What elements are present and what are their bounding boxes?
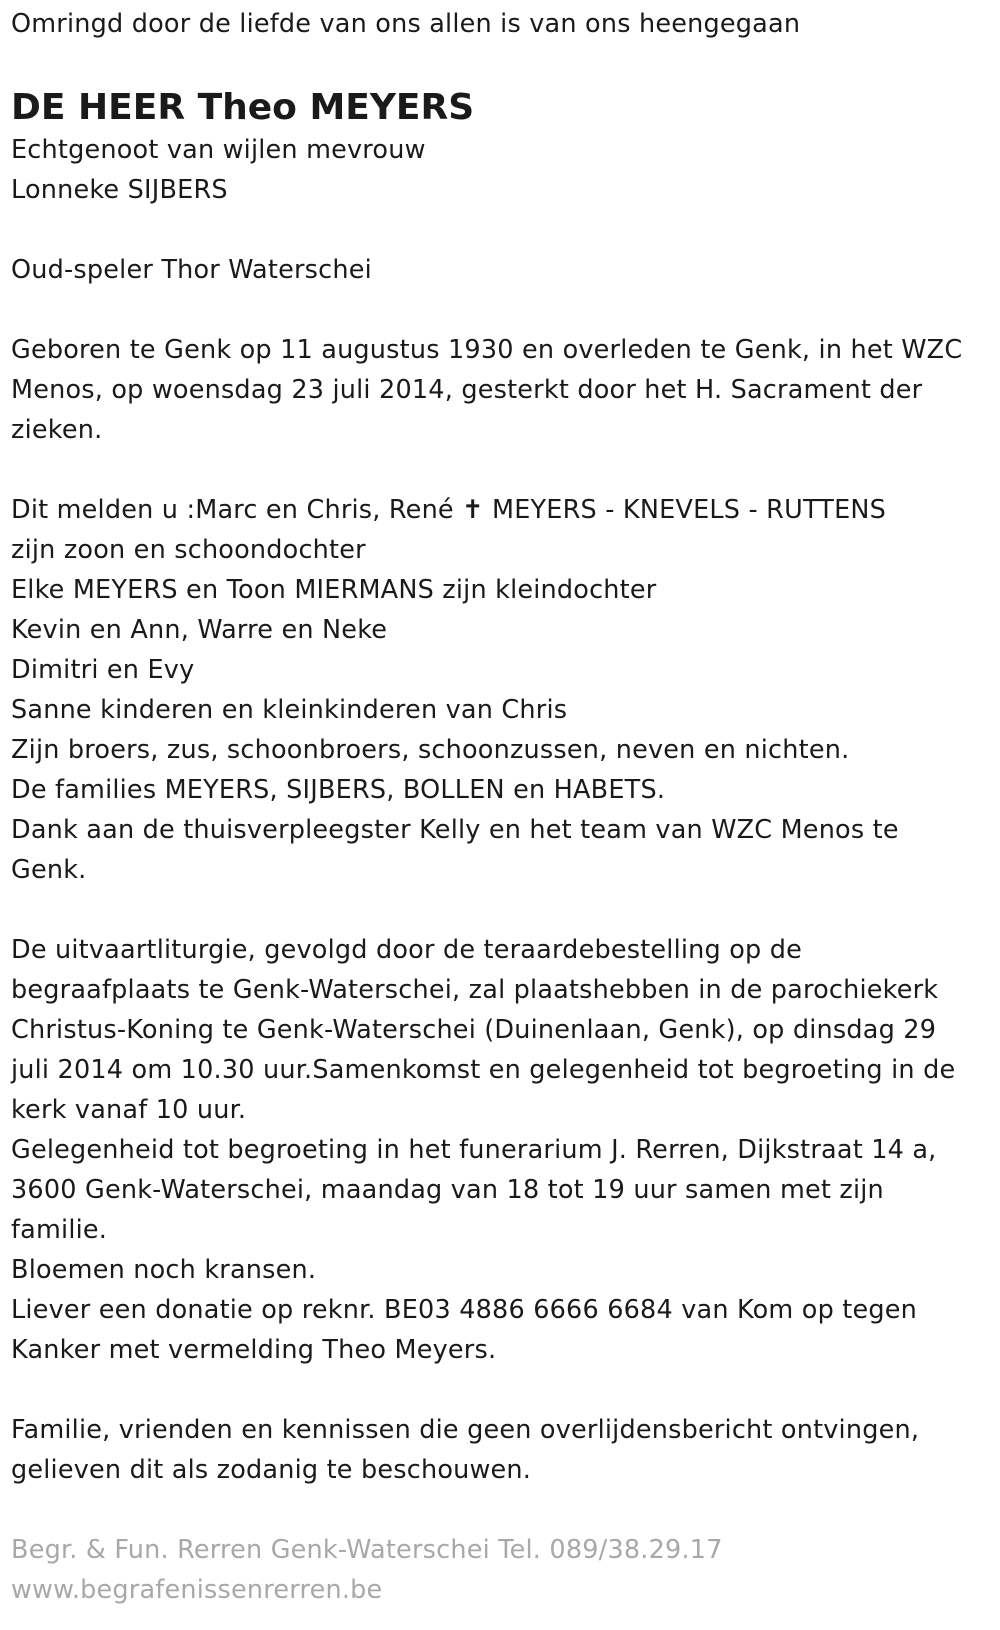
birth-death-line: Geboren te Genk op 11 augustus 1930 en overleden te Genk, in het WZC (11, 335, 963, 365)
family-line: Dit melden u :Marc en Chris, René ✝ MEYERS - KNEVELS - RUTTENS (11, 495, 887, 525)
undertaker-footer (11, 1530, 991, 1610)
funeral-line: begraafplaats te Genk-Waterschei, zal plaatshebben in de parochiekerk (11, 975, 939, 1005)
funeral-block (11, 930, 991, 1370)
birth-death-block (11, 330, 991, 450)
birth-death-line: Menos, op woensdag 23 juli 2014, gesterkt door het H. Sacrament der (11, 375, 923, 405)
funeral-line: juli 2014 om 10.30 uur.Samenkomst en gelegenheid tot begroeting in de (11, 1055, 956, 1085)
intro-line: Omringd door de liefde van ons allen is van ons heengegaan (11, 9, 801, 39)
family-line: Genk. (11, 855, 87, 885)
spouse-line: Lonneke SIJBERS (11, 175, 228, 205)
birth-death-line: zieken. (11, 415, 103, 445)
closing-line: Familie, vrienden en kennissen die geen overlijdensbericht ontvingen, (11, 1415, 920, 1445)
funeral-line: Bloemen noch kransen. (11, 1255, 317, 1285)
family-line: zijn zoon en schoondochter (11, 535, 366, 565)
family-line: Elke MEYERS en Toon MIERMANS zijn kleindochter (11, 575, 657, 605)
family-line: Dimitri en Evy (11, 655, 195, 685)
funeral-line: 3600 Genk-Waterschei, maandag van 18 tot 19 uur samen met zijn (11, 1175, 884, 1205)
closing-line: gelieven dit als zodanig te beschouwen. (11, 1455, 532, 1485)
closing-block (11, 1410, 991, 1490)
family-line: De families MEYERS, SIJBERS, BOLLEN en HABETS. (11, 775, 666, 805)
funeral-line: kerk vanaf 10 uur. (11, 1095, 247, 1125)
deceased-name: DE HEER Theo MEYERS (11, 87, 475, 128)
funeral-line: Kanker met vermelding Theo Meyers. (11, 1335, 497, 1365)
family-block (11, 490, 991, 890)
family-line: Zijn broers, zus, schoonbroers, schoonzussen, neven en nichten. (11, 735, 850, 765)
role-line: Oud-speler Thor Waterschei (11, 255, 372, 285)
funeral-line: De uitvaartliturgie, gevolgd door de teraardebestelling op de (11, 935, 802, 965)
family-line: Kevin en Ann, Warre en Neke (11, 615, 388, 645)
obituary-notice (11, 0, 991, 1610)
undertaker-contact: Begr. & Fun. Rerren Genk-Waterschei Tel. 089/38.29.17 (11, 1535, 723, 1565)
funeral-line: familie. (11, 1215, 108, 1245)
undertaker-website: www.begrafenissenrerren.be (11, 1575, 383, 1605)
spouse-block (11, 130, 991, 210)
family-line: Sanne kinderen en kleinkinderen van Chris (11, 695, 568, 725)
spouse-line: Echtgenoot van wijlen mevrouw (11, 135, 426, 165)
family-line: Dank aan de thuisverpleegster Kelly en het team van WZC Menos te (11, 815, 899, 845)
funeral-line: Liever een donatie op reknr. BE03 4886 6666 6684 van Kom op tegen (11, 1295, 917, 1325)
funeral-line: Gelegenheid tot begroeting in het funerarium J. Rerren, Dijkstraat 14 a, (11, 1135, 937, 1165)
funeral-line: Christus-Koning te Genk-Waterschei (Duinenlaan, Genk), op dinsdag 29 (11, 1015, 937, 1045)
